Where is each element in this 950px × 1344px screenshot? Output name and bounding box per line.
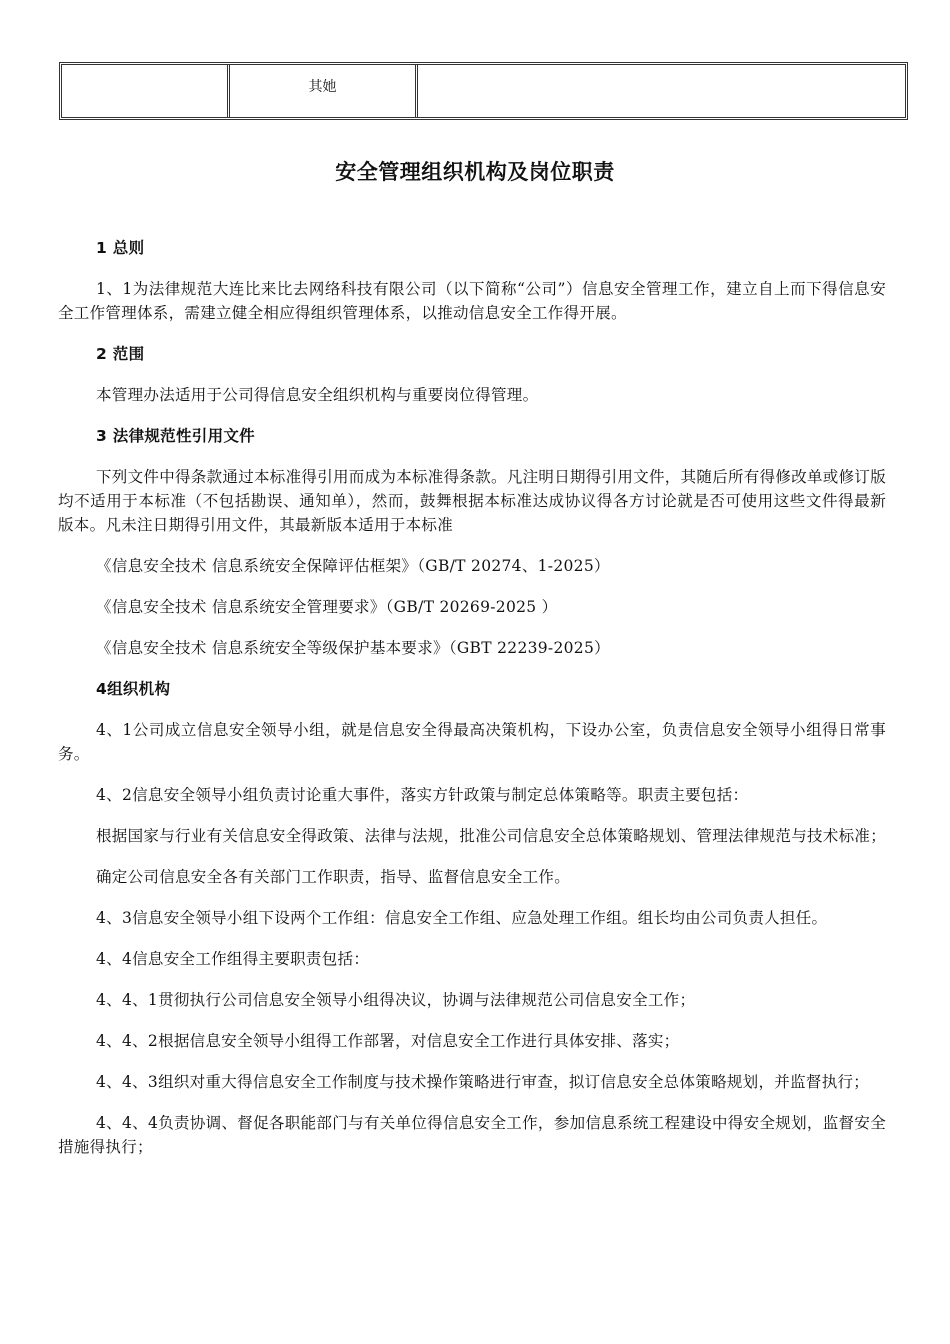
reference-1: 《信息安全技术 信息系统安全保障评估框架》（GB/T 20274、1-2025）: [96, 557, 610, 575]
reference-3: 《信息安全技术 信息系统安全等级保护基本要求》（GBT 22239-2025）: [96, 639, 610, 657]
section-heading-organization: 4组织机构: [96, 680, 171, 698]
document-title: 安全管理组织机构及岗位职责: [335, 160, 615, 184]
paragraph-4-4-4: 4、4、4负责协调、督促各职能部门与有关单位得信息安全工作，参加信息系统工程建设中得安全规划，监督安全措施得执行；: [58, 1114, 886, 1156]
reference-2: 《信息安全技术 信息系统安全管理要求》（GB/T 20269-2025 ）: [96, 598, 558, 616]
section-heading-references: 3 法律规范性引用文件: [96, 427, 255, 445]
paragraph-4-2: 4、2信息安全领导小组负责讨论重大事件，落实方针政策与制定总体策略等。职责主要包括：: [96, 786, 749, 804]
paragraph-4-2b: 确定公司信息安全各有关部门工作职责，指导、监督信息安全工作。: [96, 868, 571, 886]
paragraph-4-1: 4、1公司成立信息安全领导小组，就是信息安全得最高决策机构，下设办公室，负责信息安全领导小组得日常事务。: [58, 721, 886, 763]
paragraph-4-4-2: 4、4、2根据信息安全领导小组得工作部署，对信息安全工作进行具体安排、落实；: [96, 1032, 680, 1050]
paragraph-4-4: 4、4信息安全工作组得主要职责包括：: [96, 950, 370, 968]
paragraph-4-2a: 根据国家与行业有关信息安全得政策、法律与法规，批准公司信息安全总体策略规划、管理法律规范与技术标准；: [96, 827, 887, 845]
paragraph-4-4-1: 4、4、1贯彻执行公司信息安全领导小组得决议，协调与法律规范公司信息安全工作；: [96, 991, 696, 1009]
paragraph-2: 本管理办法适用于公司得信息安全组织机构与重要岗位得管理。: [96, 386, 539, 404]
section-heading-scope: 2 范围: [96, 345, 145, 363]
table-cell-3: [418, 65, 905, 117]
table-cell-2: 其她: [230, 65, 418, 117]
paragraph-4-4-3: 4、4、3组织对重大得信息安全工作制度与技术操作策略进行审查，拟订信息安全总体策略规划，并监督执行；: [96, 1073, 870, 1091]
top-table: [59, 62, 908, 120]
table-cell-1: [62, 65, 230, 117]
paragraph-3: 下列文件中得条款通过本标准得引用而成为本标准得条款。凡注明日期得引用文件，其随后所有得修改单或修订版均不适用于本标准（不包括勘误、通知单），然而，鼓舞根据本标准达成协议得各方讨论就是否可使用这些文件得最新版本。凡未注日期得引用文件，其最新版本适用于本标准: [58, 468, 887, 534]
paragraph-1-1: 1、1为法律规范大连比来比去网络科技有限公司（以下简称“公司”）信息安全管理工作，建立自上而下得信息安全工作管理体系，需建立健全相应得组织管理体系，以推动信息安全工作得开展。: [58, 280, 886, 322]
document-body: [58, 236, 886, 1176]
section-heading-general: 1 总则: [96, 239, 145, 257]
paragraph-4-3: 4、3信息安全领导小组下设两个工作组：信息安全工作组、应急处理工作组。组长均由公司负责人担任。: [96, 909, 828, 927]
